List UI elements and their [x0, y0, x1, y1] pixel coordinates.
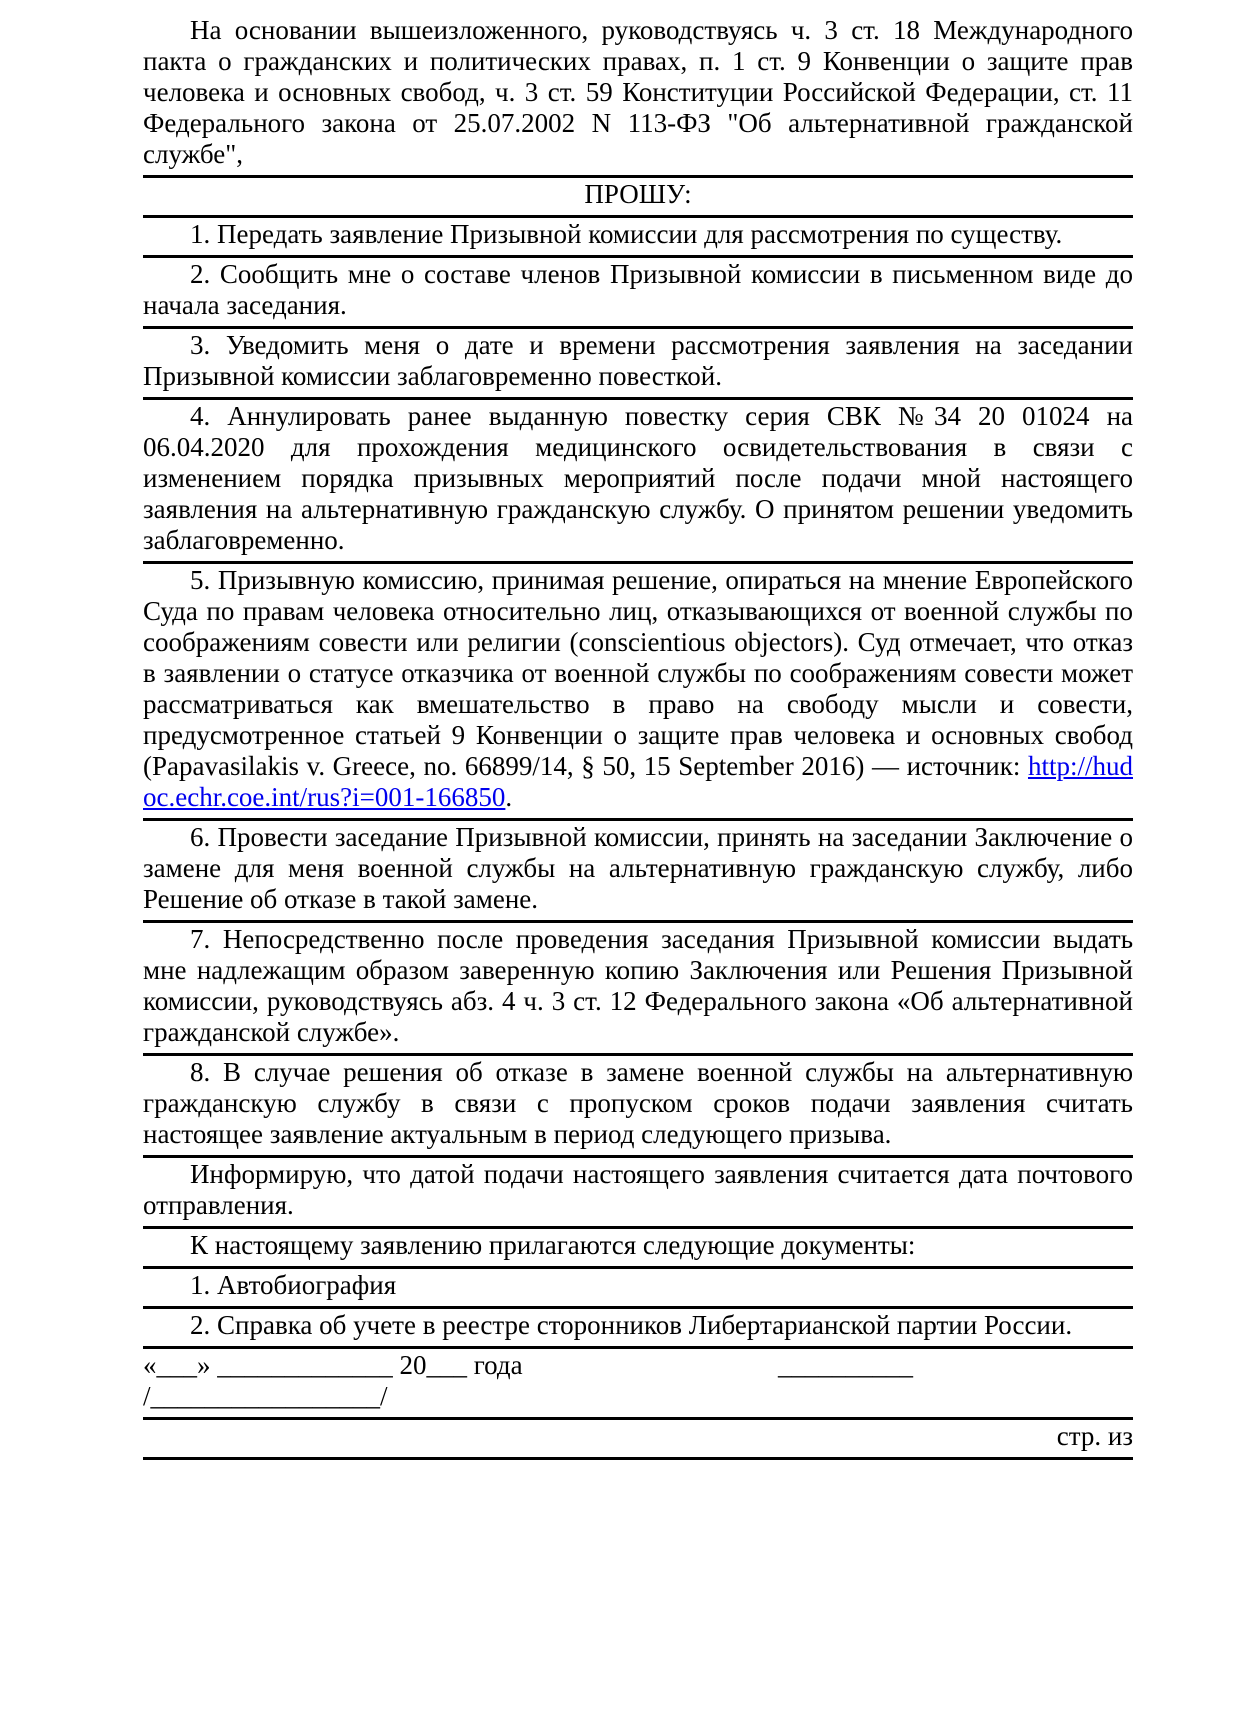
item-text: Непосредственно после проведения заседания Призывной комиссии выдать мне надлежащим образом заверенную копию Заключения или Решения Призывной комиссии, руководствуясь абз. 4 ч. 3 ст. 12 Федерального закона «Об альтернативной гражданской службе». — [143, 924, 1134, 1047]
info-text: Информирую, что датой подачи настоящего заявления считается дата почтового отправления. — [143, 1159, 1133, 1220]
signature-blank: __________ — [778, 1350, 913, 1380]
item-number: 5. — [190, 565, 211, 595]
hudoc-link[interactable]: http://hudoc.echr.coe.int/rus?i=001-166850 — [143, 751, 1133, 812]
date-line — [143, 1350, 1133, 1381]
page-footer-text: стр. из — [1056, 1421, 1133, 1451]
name-blank: /_________________/ — [143, 1381, 388, 1411]
request-item-2 — [143, 258, 1133, 329]
item-text: Аннулировать ранее выданную повестку серия СВК №34 20 01024 на 06.04.2020 для прохождения медицинского освидетельствования в связи с изменением порядка призывных мероприятий после подачи мной настоящего заявления на альтернативную гражданскую службу. О принятом решении уведомить заблаговременно. — [143, 401, 1134, 555]
item-text: Уведомить меня о дате и времени рассмотрения заявления на заседании Призывной комиссии заблаговременно повесткой. — [143, 330, 1133, 391]
item-number: 4. — [190, 401, 211, 431]
attachment-item-1 — [143, 1269, 1133, 1309]
item-text-after-link: . — [505, 782, 513, 812]
page-footer — [143, 1420, 1133, 1460]
item-number: 3. — [190, 330, 211, 360]
attachment-number: 2. — [190, 1310, 211, 1340]
request-item-8 — [143, 1056, 1133, 1158]
request-item-3 — [143, 329, 1133, 400]
attachment-text: Справка об учете в реестре сторонников Либертарианской партии России. — [217, 1310, 1073, 1340]
intro-text: На основании вышеизложенного, руководствуясь ч. 3 ст. 18 Международного пакта о гражданских и политических правах, п. 1 ст. 9 Конвенции о защите прав человека и основных свобод, ч. 3 ст. 59 Конституции Российской Федерации, ст. 11 Федерального закона от 25.07.2002 N 113-ФЗ "Об альтернативной гражданской службе", — [143, 15, 1133, 169]
request-item-6 — [143, 821, 1133, 923]
date-blank: «___» _____________ 20___ года — [143, 1350, 523, 1380]
attachment-item-2 — [143, 1309, 1133, 1349]
item-number: 8. — [190, 1057, 211, 1087]
request-item-7 — [143, 923, 1133, 1056]
item-number: 2. — [190, 259, 211, 289]
item-text: Провести заседание Призывной комиссии, принять на заседании Заключение о замене для меня военной службы на альтернативную гражданскую службу, либо Решение об отказе в такой замене. — [143, 822, 1133, 914]
item-text: В случае решения об отказе в замене военной службы на альтернативную гражданскую службу в связи с пропуском сроков подачи заявления считать настоящее заявление актуальным в период следующего призыва. — [143, 1057, 1133, 1149]
attachments-heading — [143, 1229, 1133, 1269]
intro-paragraph — [143, 14, 1133, 178]
request-item-5 — [143, 564, 1133, 821]
request-item-1 — [143, 218, 1133, 258]
request-heading — [143, 178, 1133, 218]
item-number: 6. — [190, 822, 211, 852]
item-text: Призывную комиссию, принимая решение, опираться на мнение Европейского Суда по правам человека относительно лиц, отказывающихся от военной службы по соображениям совести или религии (conscientious objectors). Суд отмечает, что отказ в заявлении о статусе отказчика от военной службы по соображениям совести может рассматриваться как вмешательство в право на свободу мысли и совести, предусмотренное статьей 9 Конвенции о защите прав человека и основных свобод (Papavasilakis v. Greece, no. 66899/14, § 50, 15 September 2016) — источник: — [143, 565, 1133, 781]
item-text: Передать заявление Призывной комиссии для рассмотрения по существу. — [217, 219, 1063, 249]
attachments-heading-text: К настоящему заявлению прилагаются следующие документы: — [190, 1230, 916, 1260]
info-paragraph — [143, 1158, 1133, 1229]
attachment-text: Автобиография — [217, 1270, 397, 1300]
attachment-number: 1. — [190, 1270, 211, 1300]
item-number: 7. — [190, 924, 211, 954]
item-number: 1. — [190, 219, 211, 249]
signature-block — [143, 1349, 1133, 1420]
request-item-4 — [143, 400, 1133, 564]
item-text: Сообщить мне о составе членов Призывной комиссии в письменном виде до начала заседания. — [143, 259, 1133, 320]
request-heading-text: ПРОШУ: — [584, 179, 692, 209]
